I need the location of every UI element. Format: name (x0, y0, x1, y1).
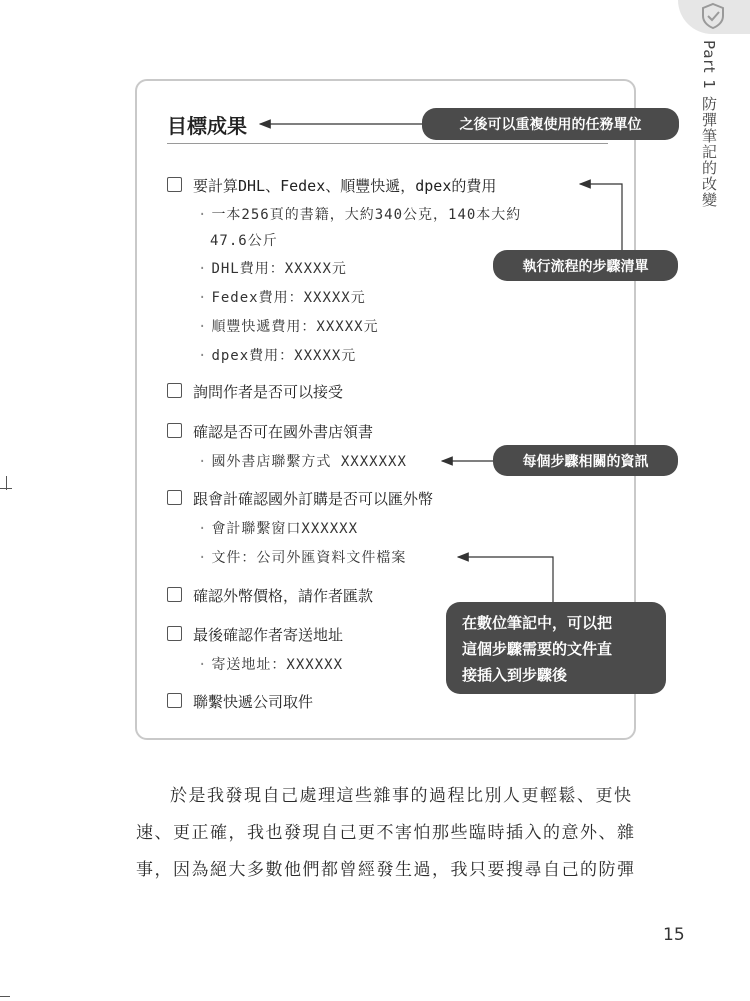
sub-item: · 文件：公司外匯資料文件檔案 (198, 550, 407, 566)
body-line: 事，因為絕大多數他們都曾經發生過，我只要搜尋自己的防彈 (136, 860, 636, 880)
sub-item: · Fedex費用：XXXXX元 (198, 290, 366, 306)
callout-digital-note (446, 602, 666, 694)
page-number: 15 (663, 925, 685, 945)
sub-item: · dpex費用：XXXXX元 (198, 348, 357, 364)
callout-checklist: 執行流程的步驟清單 (493, 250, 678, 281)
sub-item: · 國外書店聯繫方式 XXXXXXX (198, 454, 407, 470)
sub-item: · 會計聯繫窗口XXXXXX (198, 521, 359, 537)
step-label: 最後確認作者寄送地址 (193, 626, 344, 644)
step-label: 跟會計確認國外訂購是否可以匯外幣 (193, 490, 434, 508)
callout-line: 這個步驟需要的文件直 (462, 640, 613, 658)
body-paragraph (136, 778, 641, 889)
sub-item: · DHL費用：XXXXX元 (198, 261, 347, 277)
chapter-vertical-title: Part 1 防彈筆記的改變 (700, 40, 718, 208)
sub-item: · 一本256頁的書籍，大約340公克，140本大約 (198, 207, 522, 223)
step-label: 要計算DHL、Fedex、順豐快遞，dpex的費用 (193, 177, 497, 195)
card-title: 目標成果 (167, 114, 247, 138)
sub-item: · 寄送地址：XXXXXX (198, 657, 344, 673)
body-line: 於是我發現自己處理這些雜事的過程比別人更輕鬆、更快 (170, 786, 633, 806)
step-label: 確認是否可在國外書店領書 (193, 423, 374, 441)
step-label: 聯繫快遞公司取件 (193, 693, 314, 711)
step-label: 詢問作者是否可以接受 (193, 383, 344, 401)
callout-line: 在數位筆記中，可以把 (462, 614, 613, 632)
body-line: 速、更正確，我也發現自己更不害怕那些臨時插入的意外、雜 (136, 823, 636, 843)
sub-item-continued: 47.6公斤 (210, 233, 278, 249)
step-label: 確認外幣價格，請作者匯款 (193, 587, 374, 605)
callout-reusable-unit: 之後可以重複使用的任務單位 (422, 108, 679, 140)
sub-item: · 順豐快遞費用：XXXXX元 (198, 319, 379, 335)
callout-related-info: 每個步驟相關的資訊 (493, 445, 678, 476)
callout-line: 接插入到步驟後 (462, 666, 568, 684)
